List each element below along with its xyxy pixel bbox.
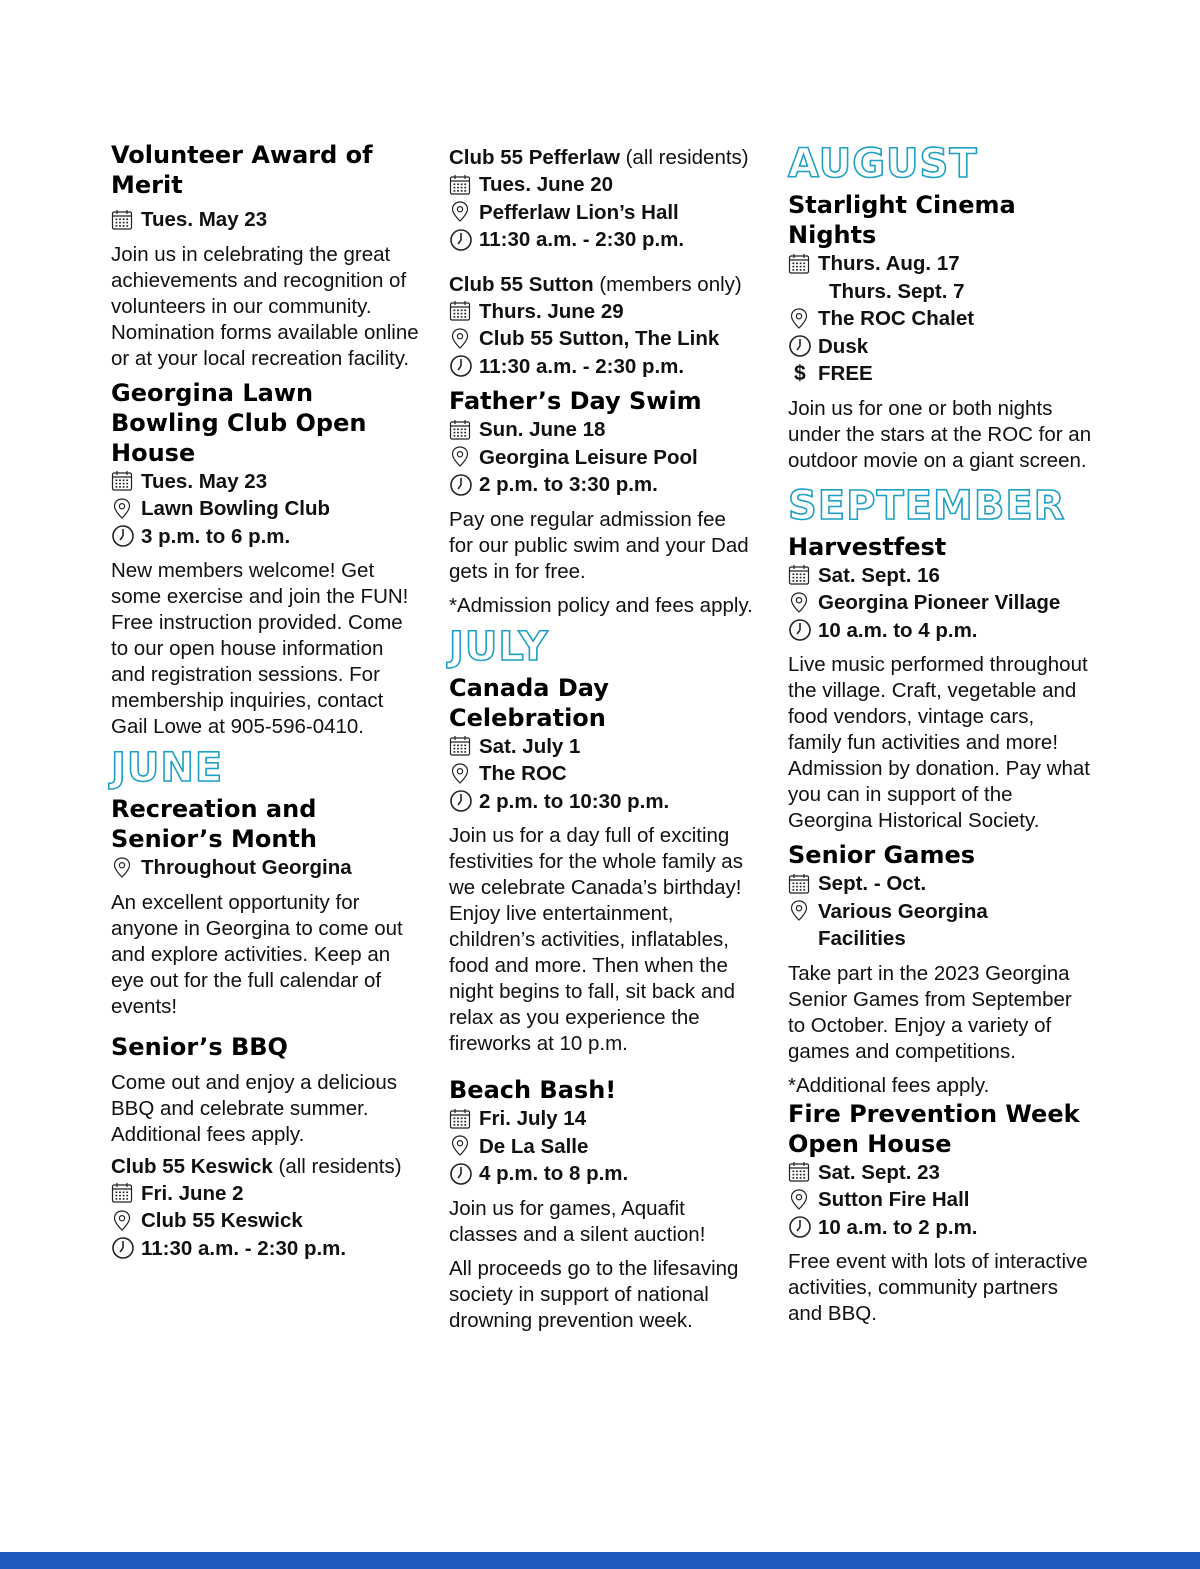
month-heading-july: JULY (449, 623, 549, 670)
calendar-icon (788, 1159, 818, 1186)
location-pin-icon (449, 444, 479, 471)
event-date: Tues. June 20 (449, 171, 754, 199)
calendar-icon (788, 870, 818, 897)
event-time: 2 p.m. to 10:30 p.m. (449, 788, 754, 816)
location-pin-icon (788, 1186, 818, 1213)
event-date: Sept. - Oct. (788, 870, 1093, 898)
location-pin-icon (111, 1207, 141, 1234)
event-title: Starlight Cinema Nights (788, 191, 1016, 249)
event-date: Thurs. Aug. 17 (788, 250, 1093, 278)
clock-icon (788, 333, 818, 360)
event-date: Fri. June 2 (111, 1180, 421, 1208)
event-title: Father’s Day Swim (449, 387, 702, 415)
calendar-icon (449, 298, 479, 325)
event-date: Tues. May 23 (111, 206, 421, 234)
calendar-icon (449, 1105, 479, 1132)
footer-bar (0, 1552, 1200, 1569)
event-time: 10 a.m. to 2 p.m. (788, 1214, 1093, 1242)
event-club55-keswick (111, 1154, 421, 1263)
location-pin-icon (449, 325, 479, 352)
event-title: Senior’s BBQ (111, 1032, 288, 1061)
event-starlight-cinema (788, 190, 1093, 474)
event-description: Join us in celebrating the great achievements and recognition of volunteers in our community. Nomination forms available online or at your local recreation facility. (111, 242, 419, 370)
event-note: *Additional fees apply. (788, 1073, 990, 1097)
event-description: Free event with lots of interactive activities, community partners and BBQ. (788, 1250, 1088, 1325)
clock-icon (449, 471, 479, 498)
event-description: New members welcome! Get some exercise and join the FUN! Free instruction provided. Come to our open house information and registration sessions. For membership inquiries, contact Gail Lowe at 905-596-0410. (111, 559, 409, 738)
event-lawn-bowling (111, 378, 421, 741)
event-location: Pefferlaw Lion’s Hall (449, 199, 754, 227)
event-description: Pay one regular admission fee for our public swim and your Dad gets in for free. (449, 507, 749, 583)
event-location: Throughout Georgina (111, 854, 421, 882)
event-date-2: Thurs. Sept. 7 (829, 279, 965, 303)
event-date: Sat. July 1 (449, 733, 754, 761)
event-fathers-day-swim (449, 386, 754, 619)
event-fire-prevention (788, 1099, 1093, 1328)
location-pin-icon (449, 199, 479, 226)
event-location: The ROC (449, 760, 754, 788)
event-title: Recreation and Senior’s Month (111, 795, 317, 853)
clock-icon (111, 523, 141, 550)
club-heading: Club 55 Sutton (members only) (449, 272, 742, 296)
clock-icon (449, 1160, 479, 1187)
event-seniors-bbq (111, 1032, 421, 1148)
clock-icon (449, 353, 479, 380)
event-location: Sutton Fire Hall (788, 1186, 1093, 1214)
event-recreation-month (111, 794, 421, 1020)
event-time: 11:30 a.m. - 2:30 p.m. (449, 353, 754, 381)
event-title: Beach Bash! (449, 1076, 617, 1104)
calendar-icon (449, 733, 479, 760)
club-heading: Club 55 Pefferlaw (all residents) (449, 146, 749, 169)
event-title: Fire Prevention Week Open House (788, 1099, 1080, 1158)
event-location: Club 55 Keswick (111, 1207, 421, 1235)
clock-icon (788, 617, 818, 644)
event-time: 2 p.m. to 3:30 p.m. (449, 471, 754, 499)
event-location: Georgina Pioneer Village (788, 589, 1093, 617)
event-location: De La Salle (449, 1133, 754, 1161)
event-note: *Admission policy and fees apply. (449, 593, 753, 617)
event-time: 4 p.m. to 8 p.m. (449, 1160, 754, 1188)
event-title: Volunteer Award of Merit (111, 141, 373, 199)
location-pin-icon (788, 898, 818, 925)
event-canada-day (449, 673, 754, 1058)
event-time: Dusk (788, 333, 1093, 361)
clock-icon (111, 1235, 141, 1262)
event-title: Georgina Lawn Bowling Club Open House (111, 378, 367, 467)
event-location: Georgina Leisure Pool (449, 444, 754, 472)
column-3 (788, 140, 1093, 1327)
location-pin-icon (111, 854, 141, 881)
clock-icon (449, 226, 479, 253)
calendar-icon (111, 468, 141, 495)
event-date: Fri. July 14 (449, 1105, 754, 1133)
location-pin-icon (788, 305, 818, 332)
event-description: Join us for games, Aquafit classes and a silent auction! (449, 1196, 706, 1246)
event-date: Sun. June 18 (449, 416, 754, 444)
dollar-icon: $ (794, 361, 806, 385)
event-senior-games (788, 840, 1093, 1099)
event-date: Thurs. June 29 (449, 298, 754, 326)
event-club55-pefferlaw (449, 145, 754, 254)
location-pin-icon (449, 760, 479, 787)
calendar-icon (788, 250, 818, 277)
location-pin-icon (788, 589, 818, 616)
clock-icon (788, 1214, 818, 1241)
event-time: 3 p.m. to 6 p.m. (111, 523, 421, 551)
calendar-icon (449, 416, 479, 443)
event-title: Canada Day Celebration (449, 673, 609, 732)
location-pin-icon (449, 1133, 479, 1160)
event-description: Take part in the 2023 Georgina Senior Games from September to October. Enjoy a variety of games and competitions. (788, 961, 1072, 1063)
event-description: An excellent opportunity for anyone in Georgina to come out and explore activities. Keep an eye out for the full calendar of events! (111, 890, 403, 1018)
event-price: $ FREE (788, 360, 1093, 388)
event-date: Tues. May 23 (111, 468, 421, 496)
calendar-icon (111, 206, 141, 233)
calendar-icon (788, 562, 818, 589)
month-heading-august: AUGUST (788, 141, 978, 187)
event-volunteer-award (111, 140, 421, 372)
event-location: The ROC Chalet (788, 305, 1093, 333)
event-description: Join us for a day full of exciting festivities for the whole family as we celebrate Canada’s birthday! Enjoy live entertainment, children’s activities, inflatables, food and more. Then when the night begins to fall, sit back and relax as you experience the fireworks at 10 p.m. (449, 824, 743, 1055)
event-description: Come out and enjoy a delicious BBQ and celebrate summer. Additional fees apply. (111, 1070, 398, 1146)
event-location: Club 55 Sutton, The Link (449, 325, 754, 353)
event-time: 11:30 a.m. - 2:30 p.m. (449, 226, 754, 254)
calendar-icon (111, 1180, 141, 1207)
event-date: Sat. Sept. 23 (788, 1159, 1093, 1187)
clock-icon (449, 788, 479, 815)
event-description-2: All proceeds go to the lifesaving society in support of national drowning prevention week. (449, 1256, 739, 1332)
event-description: Join us for one or both nights under the stars at the ROC for an outdoor movie on a giant screen. (788, 396, 1092, 472)
event-harvestfest (788, 532, 1093, 835)
event-club55-sutton (449, 272, 754, 381)
event-description: Live music performed throughout the village. Craft, vegetable and food vendors, vintage cars, family fun activities and more! Admission by donation. Pay what you can in support of the Georgina Historical Society. (788, 653, 1090, 832)
month-heading-june: JUNE (111, 745, 224, 791)
event-title: Harvestfest (788, 532, 947, 561)
month-heading-september: SEPTEMBER (788, 482, 1066, 529)
column-2 (449, 145, 754, 1334)
event-time: 11:30 a.m. - 2:30 p.m. (111, 1235, 421, 1263)
event-date: Sat. Sept. 16 (788, 562, 1093, 590)
club-heading: Club 55 Keswick (all residents) (111, 1154, 402, 1178)
event-title: Senior Games (788, 841, 976, 869)
calendar-icon (449, 171, 479, 198)
event-location: Various Georgina Facilities (788, 898, 1093, 953)
event-location: Lawn Bowling Club (111, 495, 421, 523)
location-pin-icon (111, 495, 141, 522)
event-time: 10 a.m. to 4 p.m. (788, 617, 1093, 645)
column-1 (111, 140, 421, 1262)
event-beach-bash (449, 1075, 754, 1334)
